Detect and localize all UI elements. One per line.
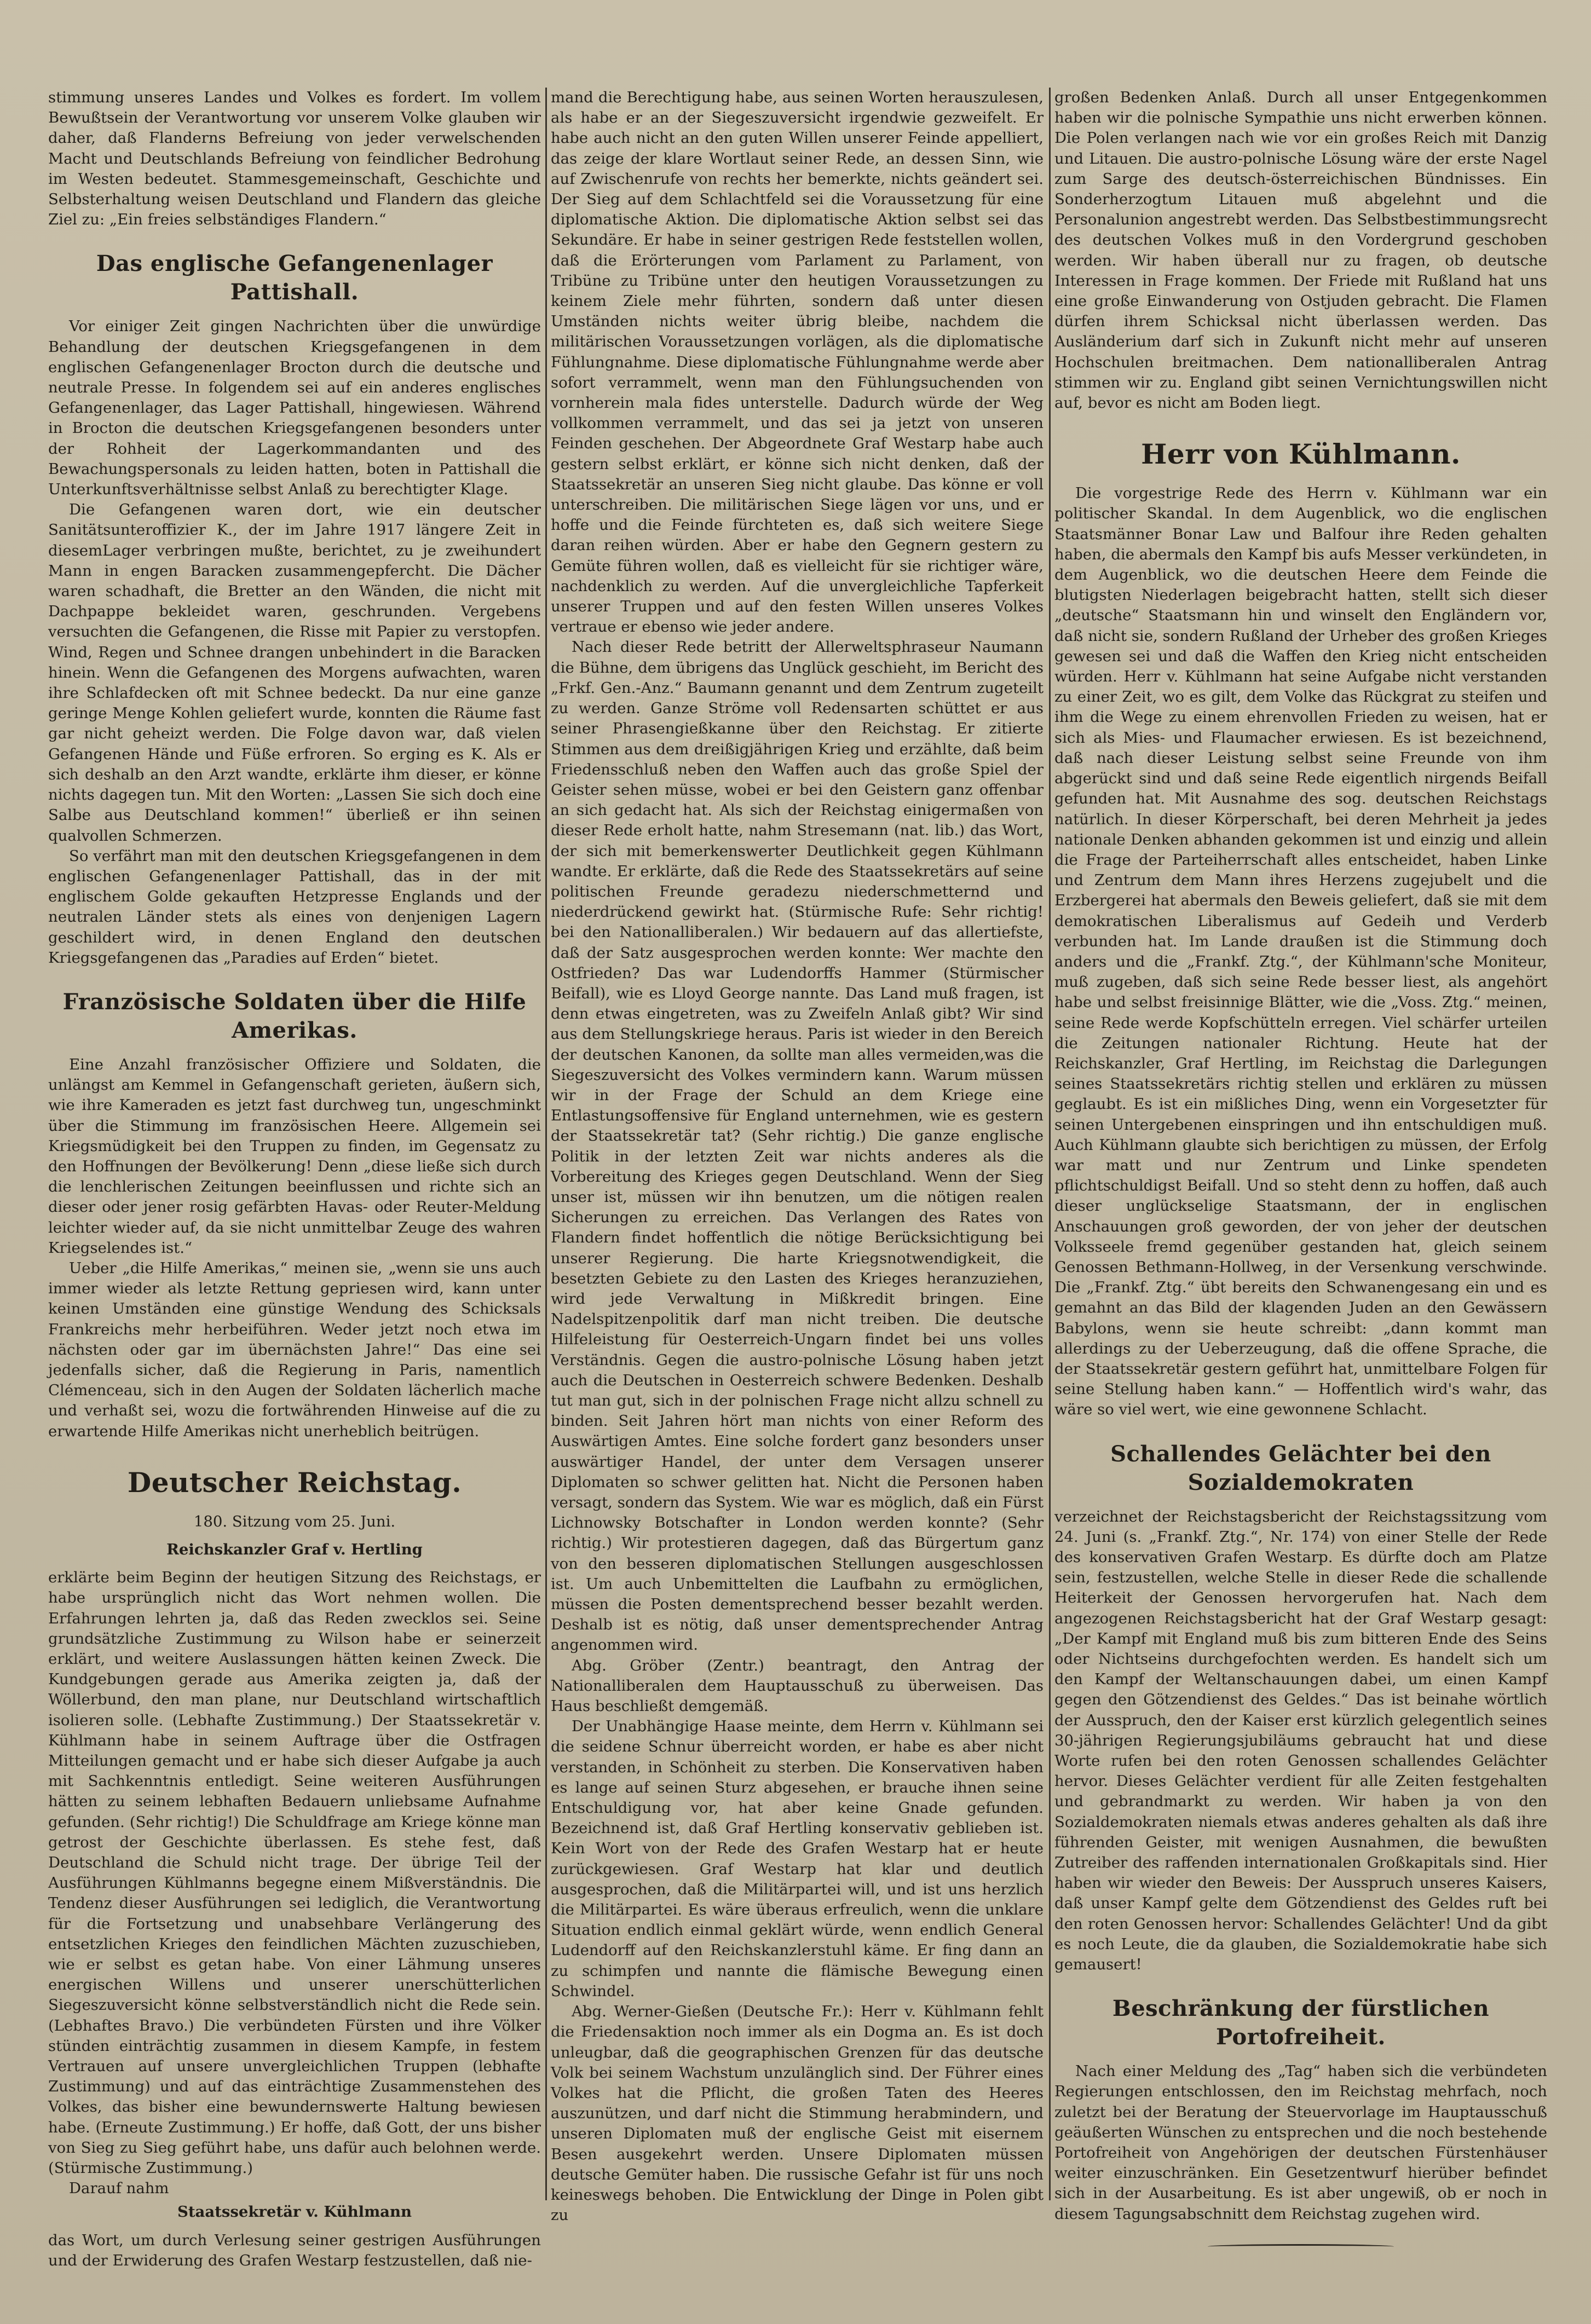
article-paragraph: Der Unabhängige Haase meinte, dem Herrn v. Kühlmann sei die seidene Schnur überreicht worden, er habe es aber nicht verstanden, in Schönheit zu sterben. Die Konservativen haben es lange auf seinen Sturz abgesehen, er brauche ihnen seine Entschuldigung vor, hat aber keine Gnade gefunden. Bezeichnend ist, daß Graf Hertling konservativ geblieben ist. Kein Wort von der Rede des Grafen Westarp hat er heute zurückgewiesen. Graf Westarp hat klar und deutlich ausgesprochen, daß die Militärpartei will, und ist uns herzlich die Militärpartei. Es wäre überaus erfreulich, wenn die unklare Situation endlich einmal geklärt würde, wenn endlich General Ludendorff auf den Reichskanzlerstuhl käme. Er fing dann an zu schimpfen und nannte die flämische Bewegung einen Schwindel. bbox=[551, 1718, 1044, 2000]
column-middle bbox=[551, 88, 1044, 2224]
headline-franzoesische-soldaten: Französische Soldaten über die Hilfe Amerikas. bbox=[62, 988, 527, 1043]
article-paragraph: Abg. Gröber (Zentr.) beantragt, den Antrag der Nationalliberalen dem Hauptausschuß zu überweisen. Das Haus beschließt demgemäß. bbox=[551, 1656, 1044, 1715]
article-paragraph: das Wort, um durch Verlesung seiner gestrigen Ausführungen und der Erwiderung des Grafen Westarp festzustellen, daß nie- bbox=[48, 2231, 541, 2269]
column-rule bbox=[545, 88, 547, 2200]
headline-schallendes-gelaechter: Schallendes Gelächter bei den Sozialdemokraten bbox=[1110, 1441, 1491, 1495]
headline-herr-von-kuehlmann: Herr von Kühlmann. bbox=[1141, 438, 1461, 471]
article-paragraph: Ueber „die Hilfe Amerikas,“ meinen sie, „wenn sie uns auch immer wieder als letzte Rettung gepriesen wird, kann unter keinen Umständen eine günstige Wendung des Schicksals Frankreichs mehr herbeiführen. Weder jetzt noch etwa im nächsten oder gar im übernächsten Jahre!“ Das eine sei jedenfalls sicher, daß die Regierung in Paris, namentlich Clémenceau, sich in den Augen der Soldaten lächerlich mache und verhaßt sei, wozu die fortwährenden Hinweise auf die zu erwartende Hilfe Amerikas nicht unerheblich beitrügen. bbox=[48, 1259, 541, 1440]
article-paragraph: Nach dieser Rede betritt der Allerweltsphraseur Naumann die Bühne, dem übrigens das Unglück geschieht, im Bericht des „Frkf. Gen.-Anz.“ Baumann genannt und dem Zentrum zugeteilt zu werden. Ganze Ströme voll Redensarten schüttet er aus seiner Phrasengießkanne über den Reichstag. Er zitierte Stimmen aus dem dreißigjährigen Krieg und erzählte, daß beim Friedensschluß neben den Waffen auch das große Spiel der Geister sehen müsse, wobei er bei den Geistern ganz offenbar an sich gedacht hat. Als sich der Reichstag einigermaßen von dieser Rede erholt hatte, nahm Stresemann (nat. lib.) das Wort, der sich mit bemerkenswerter Deutlichkeit gegen Kühlmann wandte. Er erklärte, daß die Rede des Staatssekretärs auf seine politischen Freunde geradezu niederschmetternd und niederdrückend gewirkt hat. (Stürmische Rufe: Sehr richtig! bei den Nationalliberalen.) Wir bedauern auf das allertiefste, daß der Satz ausgesprochen werden konnte: Wer machte den Ostfrieden? Das war Ludendorffs Hammer (Stürmischer Beifall), wie es Lloyd George nannte. Das Land muß fragen, ist denn etwas eingetreten, was zu Zweifeln Anlaß gibt? Wir sind aus dem Stellungskriege heraus. Paris ist wieder in den Bereich der deutschen Kanonen, da sollte man alles vermeiden,was die Siegeszuversicht des Volkes vermindern kann. Warum müssen wir in der Frage der Schuld an dem Kriege eine Entlastungsoffensive für England unternehmen, wie es gestern der Staatssekretär tat? (Sehr richtig.) Die ganze englische Politik in der letzten Zeit war nichts anderes als die Vorbereitung des Krieges gegen Deutschland. Wenn der Sieg unser ist, müssen wir ihn benutzen, um die nötigen realen Sicherungen zu erreichen. Das Verlangen des Rates von Flandern findet hoffentlich die nötige Berücksichtigung bei unserer Regierung. Die harte Kriegsnotwendigkeit, die besetzten Gebiete zu den Lasten des Krieges heranzuziehen, wird jede Verwaltung in Mißkredit bringen. Eine Nadelspitzenpolitik darf man nicht treiben. Die deutsche Hilfeleistung für Oesterreich-Ungarn findet bei uns volles Verständnis. Gegen die austro-polnische Lösung haben jetzt auch die Deutschen in Oesterreich schwere Bedenken. Deshalb tut man gut, sich in der polnischen Frage nicht allzu schnell zu binden. Seit Jahren hört man nichts von einer Reform des Auswärtigen Amtes. Eine solche fordert ganz besonders unser auswärtiger Handel, der unter dem Versagen unserer Diplomaten so schwer gelitten hat. Nicht die Personen haben versagt, sondern das System. Wie war es möglich, daß ein Fürst Lichnowsky Botschafter in London werden konnte? (Sehr richtig.) Wir protestieren dagegen, daß das Bürgertum ganz von den besseren diplomatischen Stellungen ausgeschlossen ist. Um auch Unbemittelten die Laufbahn zu ermöglichen, müssen die Posten dementsprechend besser bezahlt werden. Deshalb ist es nötig, daß unser dementsprechender Antrag angenommen wird. bbox=[551, 638, 1044, 1654]
article-paragraph: Vor einiger Zeit gingen Nachrichten über die unwürdige Behandlung der deutschen Kriegsgefangenen in dem englischen Gefangenenlager Brocton durch die deutsche und neutrale Presse. In folgendem sei auf ein anderes englisches Gefangenenlager, das Lager Pattishall, hingewiesen. Während in Brocton die deutschen Kriegsgefangenen besonders unter der Rohheit der Lagerkommandanten und des Bewachungspersonals zu leiden hatten, boten in Pattishall die Unterkunftsverhältnisse selbst Anlaß zu berechtigter Klage. bbox=[48, 317, 541, 499]
column-left bbox=[48, 88, 541, 2269]
article-paragraph: Die vorgestrige Rede des Herrn v. Kühlmann war ein politischer Skandal. In dem Augenblick, wo die englischen Staatsmänner Bonar Law und Balfour ihre Reden gehalten haben, die abermals den Kampf bis aufs Messer verkündeten, in dem Augenblick, wo die deutschen Heere dem Feinde die blutigsten Niederlagen beigebracht hatten, stellt sich dieser „deutsche“ Staatsmann hin und winselt den Engländern vor, daß nicht sie, sondern Rußland der Urheber des großen Krieges gewesen sei und daß die Waffen den Krieg nicht entscheiden würden. Herr v. Kühlmann hat seine Aufgabe nicht verstanden zu einer Zeit, wo es gilt, dem Volke das Rückgrat zu steifen und ihm die Wege zu einem ehrenvollen Frieden zu weisen, hat er sich als Mies- und Flaumacher erwiesen. Es ist bezeichnend, daß nach dieser Leistung selbst seine Freunde von ihm abgerückt sind und daß seine Rede eigentlich nirgends Beifall gefunden hat. Mit Ausnahme des sog. deutschen Reichstags natürlich. In dieser Körperschaft, bei deren Mehrheit ja jedes nationale Denken abhanden gekommen ist und einzig und allein die Frage der Parteiherrschaft alles entscheidet, haben Linke und Zentrum dem Mann ihres Herzens zugejubelt und die Erzbergerei hat abermals den Beweis geliefert, daß sie mit dem demokratischen Liberalismus auf Gedeih und Verderb verbunden hat. Im Lande draußen ist die Stimmung doch anders und die „Frankf. Ztg.“, der Kühlmann'sche Moniteur, muß zugeben, daß sich seine Rede besser liest, als angehört habe und selbst freisinnige Blätter, wie die „Voss. Ztg.“ meinen, seine Rede werde Kopfschütteln erregen. Viel schärfer urteilen die Zeitungen nationaler Richtung. Heute hat der Reichskanzler, Graf Hertling, im Reichstag die Darlegungen seines Staatssekretärs richtig stellen und erklären zu müssen geglaubt. Es ist ein mißliches Ding, wenn ein Vorgesetzter für seinen Untergebenen einspringen und ihn entschuldigen muß. Auch Kühlmann glaubte sich berichtigen zu müssen, der Erfolg war matt und nur Zentrum und Linke spendeten pflichtschuldigst Beifall. Und so steht denn zu hoffen, daß auch dieser unglückselige Staatsmann, der in englischen Anschauungen groß geworden, der von jeher der deutschen Volksseele fremd gegenüber gestanden hat, gleich seinem Genossen Bethmann-Hollweg, in der Versenkung verschwinde. Die „Frankf. Ztg.“ übt bereits den Schwanengesang ein und es gemahnt an das Bild der klagenden Juden an den Gewässern Babylons, wenn sie heute schreibt: „dann kommt man allerdings zu der Ueberzeugung, daß die offene Sprache, die der Staatssekretär gestern geführt hat, unmittelbare Folgen für seine Stellung haben kann.“ — Hoffentlich wird's wahr, das wäre so viel wert, wie eine gewonnene Schlacht. bbox=[1054, 484, 1547, 1419]
column-rule bbox=[1049, 88, 1051, 2200]
speaker-heading: Staatssekretär v. Kühlmann bbox=[177, 2203, 412, 2221]
headline-portofreiheit: Beschränkung der fürstlichen Portofreiheit. bbox=[1112, 1996, 1490, 2050]
headline-pattishall: Das englische Gefangenenlager Pattishall. bbox=[96, 251, 493, 305]
speaker-heading: Reichskanzler Graf v. Hertling bbox=[166, 1540, 423, 1558]
headline-deutscher-reichstag: Deutscher Reichstag. bbox=[127, 1466, 462, 1499]
article-paragraph: Die Gefangenen waren dort, wie ein deutscher Sanitätsunteroffizier K., der im Jahre 1917 längere Zeit in diesemLager verbringen mußte, berichtet, zu je zweihundert Mann in engen Baracken zusammengepfercht. Die Dächer waren schadhaft, die Bretter an den Wänden, die nicht mit Dachpappe bekleidet waren, geschrunden. Vergebens versuchten die Gefangenen, die Risse mit Papier zu verstopfen. Wind, Regen und Schnee drangen unbehindert in die Baracken hinein. Wenn die Gefangenen des Morgens aufwachten, waren ihre Schlafdecken oft mit Schnee bedeckt. Da nur eine ganze geringe Menge Kohlen geliefert wurde, konnten die Räume fast gar nicht geheizt werden. Die Folge davon war, daß vielen Gefangenen Hände und Füße erfroren. So erging es K. Als er sich deshalb an den Arzt wandte, erklärte ihm dieser, er könne nichts dagegen tun. Mit den Worten: „Lassen Sie sich doch eine Salbe aus Deutschland kommen!“ überließ er ihn seinen qualvollen Schmerzen. bbox=[48, 501, 541, 845]
article-paragraph: verzeichnet der Reichstagsbericht der Reichstagssitzung vom 24. Juni (s. „Frankf. Ztg.“, Nr. 174) von einer Stelle der Rede des konservativen Grafen Westarp. Es dürfte doch am Platze sein, festzustellen, welche Stelle in dieser Rede die schallende Heiterkeit der Genossen hervorgerufen hat. Nach dem angezogenen Reichstagsbericht hat der Graf Westarp gesagt: „Der Kampf mit England muß bis zum bitteren Ende des Seins oder Nichtseins durchgefochten werden. Es handelt sich um den Kampf der Weltanschauungen dabei, um einen Kampf gegen den Götzendienst des Geldes.“ Das ist beinahe wörtlich der Ausspruch, den der Kaiser erst kürzlich gelegentlich seines 30-jährigen Regierungsjubiläums gebraucht hat und diese Worte rufen bei den roten Genossen schallendes Gelächter hervor. Dieses Gelächter verdient für alle Zeiten festgehalten und gebrandmarkt zu werden. Wir haben ja von den Sozialdemokraten niemals etwas anderes gehalten als daß ihre führenden Geister, mit wenigen Ausnahmen, die bewußten Zutreiber des raffenden internationalen Großkapitals sind. Hier haben wir wieder den Beweis: Der Ausspruch unseres Kaisers, daß unser Kampf gelte dem Götzendienst des Geldes ruft bei den roten Genossen hervor: Schallendes Gelächter! Und da gibt es noch Leute, die da glauben, die Sozialdemokratie habe sich gemausert! bbox=[1054, 1507, 1547, 1974]
article-paragraph: So verfährt man mit den deutschen Kriegsgefangenen in dem englischen Gefangenenlager Pattishall, das in der mit englischem Golde gekauften Hetzpresse Englands und der neutralen Länder stets als eines von denjenigen Lagern geschildert wird, in denen England den deutschen Kriegsgefangenen das „Paradies auf Erden“ bietet. bbox=[48, 847, 541, 967]
article-paragraph: Darauf nahm bbox=[69, 2180, 169, 2198]
article-paragraph: Nach einer Meldung des „Tag“ haben sich die verbündeten Regierungen entschlossen, den im Reichstag mehrfach, noch zuletzt bei der Beratung der Steuervorlage im Hauptausschuß geäußerten Wünschen zu entsprechen und die noch bestehende Portofreiheit von Angehörigen der deutschen Fürstenhäuser weiter einzuschränken. Ein Gesetzentwurf hierüber befindet sich in der Ausarbeitung. Es ist aber ungewiß, ob er noch in diesem Tagungsabschnitt dem Reichstag zugehen wird. bbox=[1054, 2062, 1547, 2223]
article-paragraph: großen Bedenken Anlaß. Durch all unser Entgegenkommen haben wir die polnische Sympathie uns nicht erwerben können. Die Polen verlangen nach wie vor ein großes Reich mit Danzig und Litauen. Die austro-polnische Lösung wäre der erste Nagel zum Sarge des deutsch-österreichischen Bündnisses. Ein Sonderherzogtum Litauen muß abgelehnt und die Personalunion angestrebt werden. Das Selbstbestimmungsrecht des deutschen Volkes muß in den Vordergrund geschoben werden. Wir haben überall nur zu fragen, ob deutsche Interessen in Frage kommen. Der Friede mit Rußland hat uns eine große Einwanderung von Ostjuden gebracht. Die Flamen dürfen ihrem Schicksal nicht überlassen werden. Das Ausländerium darf sich in Zukunft nicht mehr auf unseren Hochschulen breitmachen. Dem nationalliberalen Antrag stimmen wir zu. England gibt seinen Vernichtungswillen nicht auf, bevor es nicht am Boden liegt. bbox=[1054, 89, 1547, 412]
ornamental-divider bbox=[1208, 2244, 1394, 2249]
article-paragraph: erklärte beim Beginn der heutigen Sitzung des Reichstags, er habe ursprünglich nicht das Wort nehmen wollen. Die Erfahrungen lehrten ja, daß das Reden zwecklos sei. Seine grundsätzliche Zustimmung zu Wilson habe er seinerzeit erklärt, und weitere Auslassungen hätten keinen Zweck. Die Kundgebungen gerade aus Amerika zeigten ja, daß der Wöllerbund, den man plane, nur Deutschland wirtschaftlich isolieren solle. (Lebhafte Zustimmung.) Der Staatssekretär v. Kühlmann habe in seinem Auftrage über die Ostfragen Mitteilungen gemacht und er habe sich dieser Aufgabe ja auch mit Sachkenntnis entledigt. Seine weiteren Ausführungen hätten zu seinem lebhaften Bedauern unliebsame Aufnahme gefunden. (Sehr richtig!) Die Schuldfrage am Kriege könne man getrost der Geschichte überlassen. Es stehe fest, daß Deutschland die Schuld nicht trage. Der übrige Teil der Ausführungen Kühlmanns begegne einem Mißverständnis. Die Tendenz dieser Ausführungen sei lediglich, die Verantwortung für die Fortsetzung und unabsehbare Verlängerung des entsetzlichen Krieges den feindlichen Mächten zuzuschieben, wie er selbst es getan habe. Von einer Lähmung unseres energischen Willens und unserer unerschütterlichen Siegeszuversicht könne selbstverständlich nicht die Rede sein. (Lebhaftes Bravo.) Die verbündeten Fürsten und ihre Völker stünden einträchtig zusammen in diesem Kampfe, in festem Vertrauen auf unsere unvergleichlichen Truppen (lebhafte Zustimmung) und auf das einträchtige Zusammenstehen des Volkes, das bisher eine bewundernswerte Haltung bewiesen habe. (Erneute Zustimmung.) Er hoffe, daß Gott, der uns bisher von Sieg zu Sieg geführt habe, uns dafür auch belohnen werde. (Stürmische Zustimmung.) bbox=[48, 1569, 541, 2177]
article-paragraph: mand die Berechtigung habe, aus seinen Worten herauszulesen, als habe er an der Siegeszuversicht irgendwie gezweifelt. Er habe auch nicht an den guten Willen unserer Feinde appelliert, das zeige der klare Wortlaut seiner Rede, an dessen Sinn, wie auf Zwischenrufe von rechts her bemerkte, nichts geändert sei. Der Sieg auf dem Schlachtfeld sei die Voraussetzung für eine diplomatische Aktion. Die diplomatische Aktion selbst sei das Sekundäre. Er habe in seiner gestrigen Rede feststellen wollen, daß die Erörterungen vom Parlament zu Parlament, von Tribüne zu Tribüne unter den heutigen Voraussetzungen zu keinem Ziele mehr führten, sondern daß unter diesen Umständen nichts weiter übrig bleibe, nachdem die militärischen Voraussetzungen vorlägen, als die diplomatische Fühlungnahme. Diese diplomatische Fühlungnahme werde aber sofort verrammelt, wenn man den Fühlungsuchenden von vornherein mala fides unterstelle. Dadurch würde der Weg vollkommen verrammelt, und das sei ja jetzt von unseren Feinden geschehen. Der Abgeordnete Graf Westarp habe auch gestern selbst erklärt, er könne sich nicht denken, daß der Staatssekretär an unseren Sieg nicht glaube. Das könne er voll unterschreiben. Die militärischen Siege lägen vor uns, und er hoffe und die Feinde fürchteten es, daß sich weitere Siege daran reihen würden. Aber er habe den Gegnern gestern zu Gemüte führen wollen, daß es vielleicht für sie richtiger wäre, nachdenklich zu werden. Auf die unvergleichliche Tapferkeit unserer Truppen und auf den festen Willen unseres Volkes vertraue er ebenso wie jeder andere. bbox=[551, 89, 1044, 636]
article-paragraph: stimmung unseres Landes und Volkes es fordert. Im vollem Bewußtsein der Verantwortung vor unserem Volke glauben wir daher, daß Flanderns Befreiung von jeder verwelschenden Macht und Deutschlands Befreiung von feindlicher Bedrohung im Westen bedeutet. Stammesgemeinschaft, Geschichte und Selbsterhaltung weisen Deutschland und Flandern das gleiche Ziel zu: „Ein freies selbständiges Flandern.“ bbox=[48, 89, 541, 229]
article-paragraph: Abg. Werner-Gießen (Deutsche Fr.): Herr v. Kühlmann fehlt die Friedensaktion noch immer als ein Dogma an. Es ist doch unleugbar, daß die geographischen Grenzen für das deutsche Volk bei seinem Wachstum unzulänglich sind. Der Führer eines Volkes hat die Pflicht, die großen Taten des Heeres auszunützen, und darf nicht die Stimmung herabmindern, und unseren Diplomaten muß der englische Geist mit eisernem Besen ausgekehrt werden. Unsere Diplomaten müssen deutsche Gemüter haben. Die russische Gefahr ist für uns noch keineswegs behoben. Die Entwicklung der Dinge in Polen gibt zu bbox=[551, 2003, 1044, 2224]
session-line: 180. Sitzung vom 25. Juni. bbox=[193, 1512, 396, 1530]
column-right bbox=[1054, 88, 1547, 2223]
article-paragraph: Eine Anzahl französischer Offiziere und Soldaten, die unlängst am Kemmel in Gefangenschaft gerieten, äußern sich, wie ihre Kameraden es jetzt fast durchweg tun, ungeschminkt über die Stimmung im französischen Heere. Allgemein sei Kriegsmüdigkeit bei den Truppen zu finden, im Gegensatz zu den Hoffnungen der Bevölkerung! Denn „diese ließe sich durch die lenchlerischen Zeitungen beeinflussen und richte sich an dieser oder jener rosig gefärbten Havas- oder Reuter-Meldung leichter wieder auf, da sie nicht unmittelbar Zeuge des wahren Kriegselendes ist.“ bbox=[48, 1055, 541, 1257]
